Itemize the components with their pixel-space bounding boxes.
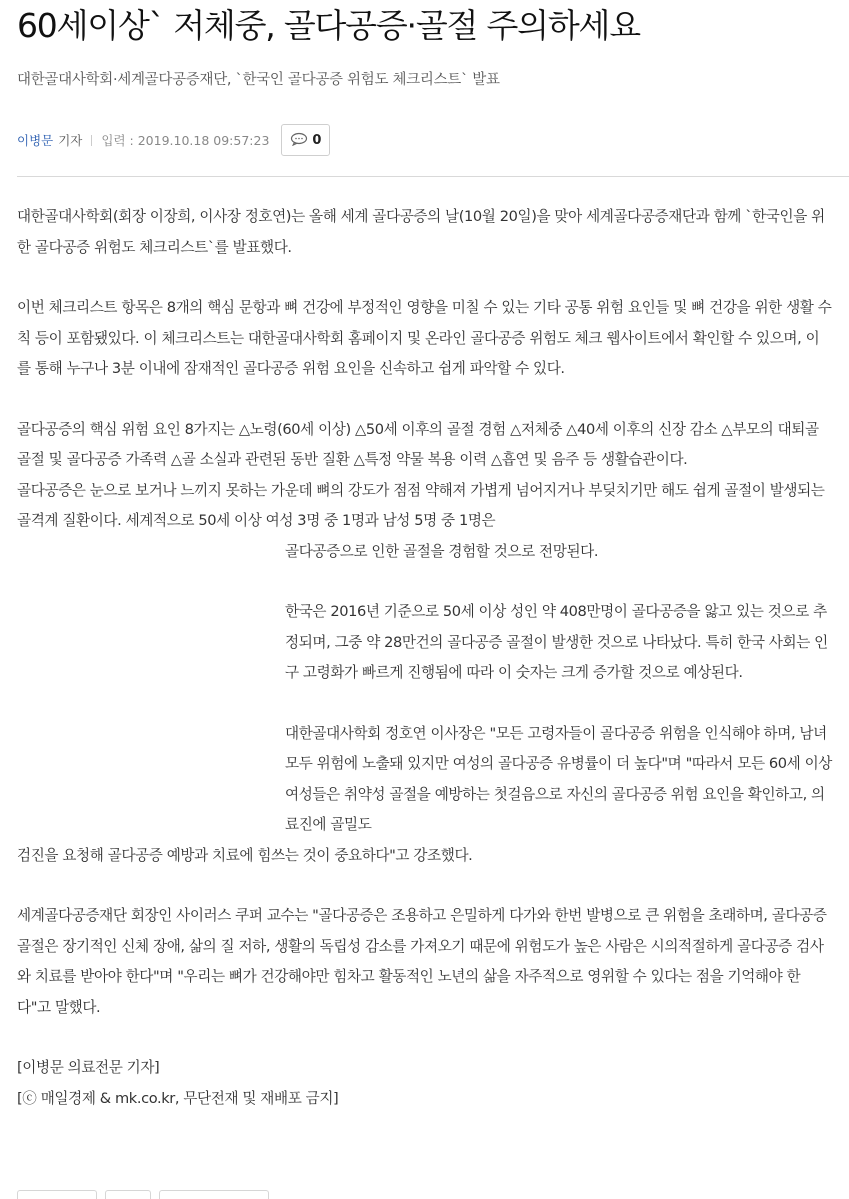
author-role: 기자 [58,133,83,148]
paragraph: 골다공증으로 인한 골절을 경험할 것으로 전망된다. [285,542,599,560]
paragraph: 세계골다공증재단 회장인 사이러스 쿠퍼 교수는 "골다공증은 조용하고 은밀하게 다가와 한번 발병으로 큰 위험을 초래하며, 골다공증 골절은 장기적인 신체 장애, 삶의 질 저하, 생활의 독립성 감소를 가져오기 때문에 위험도가 높은 사람은 시의적절하게 골다공증 검사와 치료를 받아야 한다"며 "우리는 뼈가 건강해야만 힘차고 활동적인 노년의 삶을 자주적으로 영위할 수 있다는 점을 기억해야 한다"고 말했다. [17,907,827,1016]
meta-divider [91,135,92,146]
author-name[interactable]: 이병문 [17,133,54,148]
article-meta [17,124,330,156]
copyright-notice: [ⓒ 매일경제 & mk.co.kr, 무단전재 및 재배포 금지] [17,1089,339,1107]
byline-credit: [이병문 의료전문 기자] [17,1059,160,1076]
paragraph: 대한골대사학회 정호연 이사장은 "모든 고령자들이 골다공증 위험을 인식해야 하며, 남녀 모두 위험에 노출돼 있지만 여성의 골다공증 유병률이 더 높다"며 "따라서 모든 60세 이상 여성들은 취약성 골절을 예방하는 첫걸음으로 자신의 골다공증 위험 요인을 확인하고, 의료진에 골밀도 [285,724,832,833]
paragraph: 검진을 요청해 골다공증 예방과 치료에 힘쓰는 것이 중요하다"고 강조했다. [17,846,473,864]
publish-date: 2019.10.18 09:57:23 [137,132,270,148]
speech-bubble-icon [290,132,308,149]
header-divider [17,176,849,177]
paragraph: 골다공증의 핵심 위험 요인 8가지는 △노령(60세 이상) △50세 이후의 골절 경험 △저체중 △40세 이후의 신장 감소 △부모의 대퇴골 골절 및 골다공증 가족력 △골 소실과 관련된 동반 질환 △특정 약물 복용 이력 △흡연 및 음주 등 생활습관이다. [17,420,819,468]
paragraph: 골다공증은 눈으로 보거나 느끼지 못하는 가운데 뼈의 강도가 점점 약해져 가볍게 넘어지거나 부딪치기만 해도 쉽게 골절이 발생되는 골격계 질환이다. 세계적으로 50세 이상 여성 3명 중 1명과 남성 5명 중 1명은 [17,481,825,529]
article-body [17,202,832,1114]
paragraph: 한국은 2016년 기준으로 50세 이상 성인 약 408만명이 골다공증을 앓고 있는 것으로 추정되며, 그중 약 28만건의 골다공증 골절이 발생한 것으로 나타났다. 특히 한국 사회는 인구 고령화가 빠르게 진행됨에 따라 이 숫자는 크게 증가할 것으로 예상된다. [285,603,828,681]
paragraph: 이번 체크리스트 항목은 8개의 핵심 문항과 뼈 건강에 부정적인 영향을 미칠 수 있는 기타 공통 위험 요인들 및 뼈 건강을 위한 생활 수칙 등이 포함됐있다. 이 체크리스트는 대한골대사학회 홈페이지 및 온라인 골다공증 위험도 체크 웹사이트에서 확인할 수 있으며, 이를 통해 누구나 3분 이내에 잠재적인 골다공증 위험 요인을 신속하고 쉽게 파악할 수 있다. [17,299,832,377]
paragraph: 대한골대사학회(회장 이장희, 이사장 정호연)는 올해 세계 골다공증의 날(10월 20일)을 맞아 세계골다공증재단과 함께 `한국인을 위한 골다공증 위험도 체크리스트`를 발표했다. [17,208,825,256]
comment-count: 0 [312,132,322,148]
article-subtitle: 대한골대사학회·세계골다공증재단, `한국인 골다공증 위험도 체크리스트` 발표 [17,72,500,88]
article-title: 60세이상` 저체중, 골다공증·골절 주의하세요 [17,6,640,45]
date-label: 입력 : [101,133,134,148]
comment-button[interactable] [281,124,330,156]
